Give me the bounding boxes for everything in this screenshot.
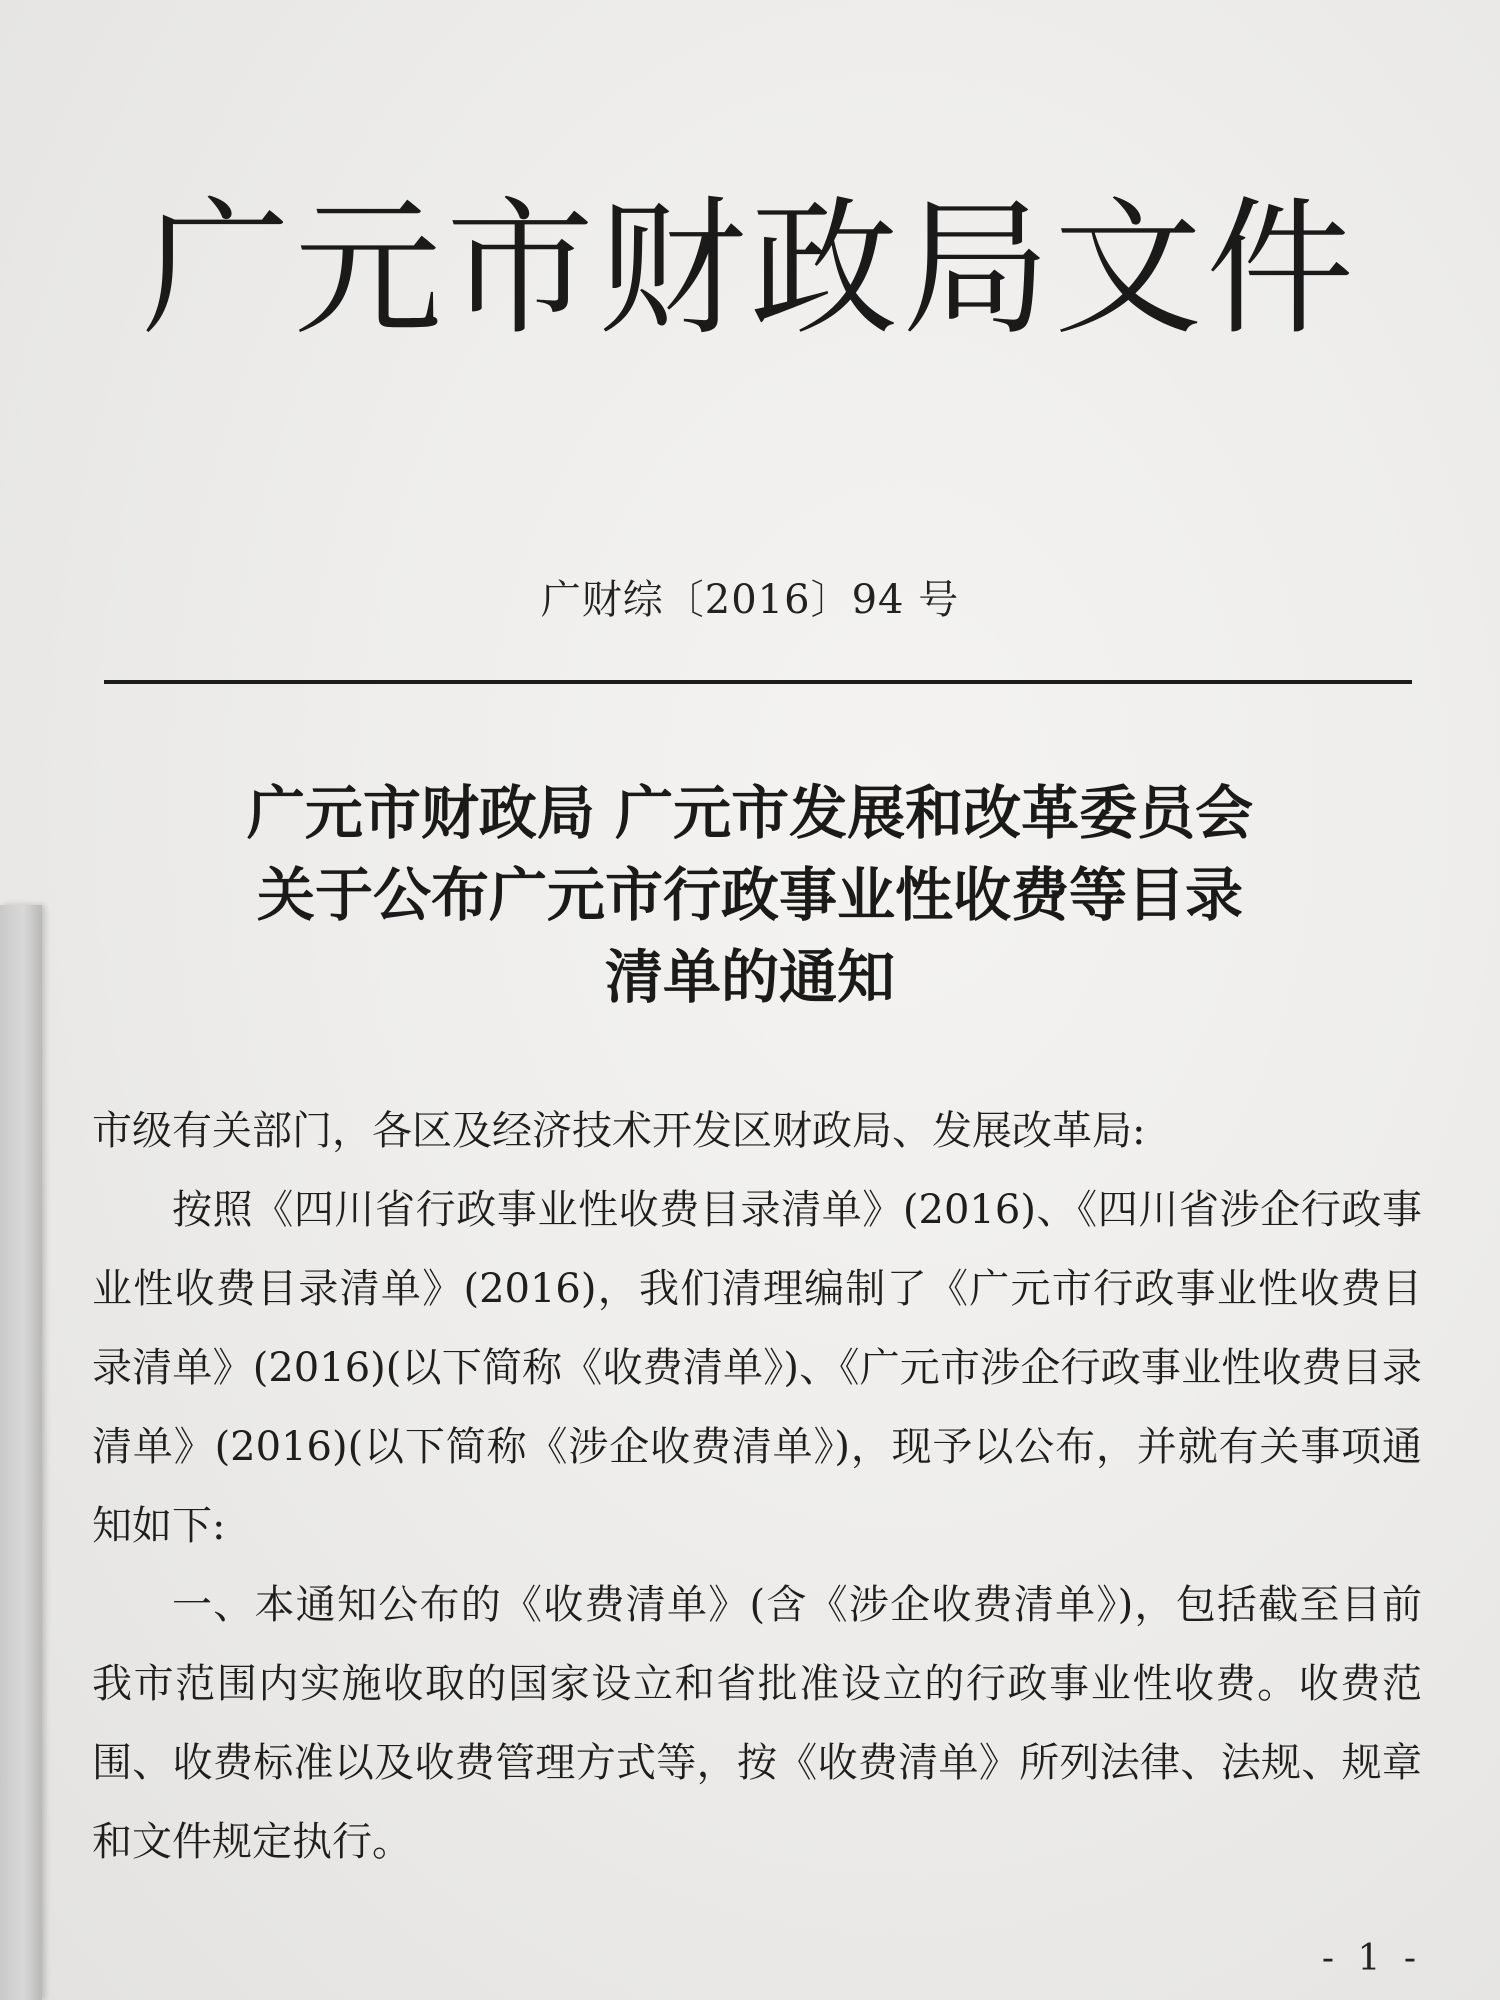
- notice-title-line-1: 广元市财政局 广元市发展和改革委员会: [246, 779, 1254, 847]
- page-curl-edge: [0, 905, 42, 2000]
- page-number: - 1 -: [1321, 1938, 1422, 1979]
- header-divider: [104, 680, 1412, 684]
- body-paragraph-2: 一、本通知公布的《收费清单》(含《涉企收费清单》)，包括截至目前我市范围内实施收取的国家设立和省批准设立的行政事业性收费。收费范围、收费标准以及收费管理方式等，按《收费清单》所列法律、法规、规章和文件规定执行。: [92, 1582, 1422, 1865]
- document-header-title: 广元市财政局文件: [142, 183, 1358, 355]
- notice-body: [92, 1092, 1422, 1882]
- notice-title-line-3: 清单的通知: [604, 943, 895, 1011]
- document-number: 广财综〔2016〕94 号: [540, 577, 960, 623]
- notice-title: [0, 772, 1500, 1018]
- notice-title-line-2: 关于公布广元市行政事业性收费等目录: [256, 861, 1243, 929]
- salutation: 市级有关部门，各区及经济技术开发区财政局、发展改革局:: [92, 1108, 1146, 1154]
- body-paragraph-1: 按照《四川省行政事业性收费目录清单》(2016)、《四川省涉企行政事业性收费目录清单》(2016)，我们清理编制了《广元市行政事业性收费目录清单》(2016)(以下简称《收费清单》)、《广元市涉企行政事业性收费目录清单》(2016)(以下简称《涉企收费清单》)，现予以公布，并就有关事项通知如下:: [92, 1187, 1422, 1549]
